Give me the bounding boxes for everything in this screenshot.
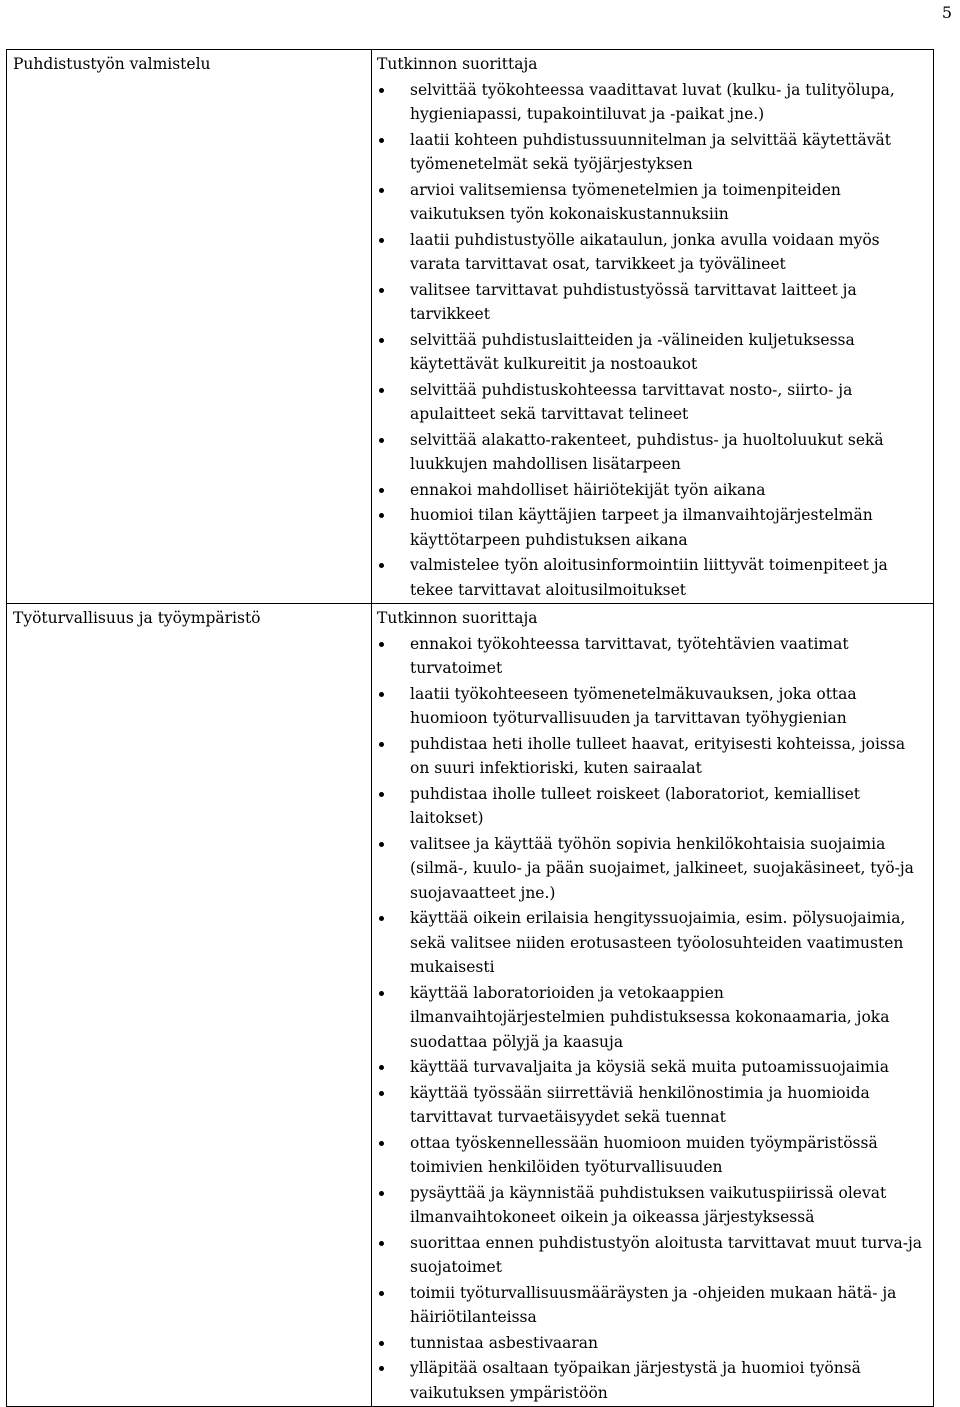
list-item [377,1331,933,1356]
list-item [377,78,933,127]
section-heading: Tutkinnon suorittaja [377,55,538,73]
list-item-text: käyttää työssään siirrettäviä henkilönostimia ja huomioida tarvittavat turvaetäisyydet sekä tuennat [410,1083,870,1126]
list-item-text: tunnistaa asbestivaaran [410,1333,599,1352]
list-item-text: valmistelee työn aloitusinformointiin liittyvät toimenpiteet ja tekee tarvittavat aloitusilmoitukset [410,556,888,599]
bullet-icon [379,1091,384,1096]
list-item [377,228,933,277]
list-item-text: laatii kohteen puhdistussuunnitelman ja selvittää käytettävät työmenetelmät sekä työjärjestyksen [410,130,891,173]
list-item [377,553,933,602]
bullet-icon [379,642,384,647]
bullet-icon [379,792,384,797]
list-item [377,682,933,731]
bullet-icon [379,1291,384,1296]
bullet-icon [379,1366,384,1371]
bullet-icon [379,1241,384,1246]
list-item [377,328,933,377]
list-item-text: käyttää laboratorioiden ja vetokaappien ilmanvaihtojärjestelmien puhdistuksessa kokonaamaria, joka suodattaa pölyjä ja kaasuja [410,983,890,1051]
list-item [377,732,933,781]
list-item [377,981,933,1055]
list-item [377,1055,933,1080]
section-heading: Tutkinnon suorittaja [377,609,538,627]
bullet-icon [379,1141,384,1146]
list-item-text: suorittaa ennen puhdistustyön aloitusta tarvittavat muut turva-ja suojatoimet [410,1233,923,1276]
list-item-text: arvioi valitsemiensa työmenetelmien ja toimenpiteiden vaikutuksen työn kokonaiskustannuksiin [410,180,841,223]
bullet-icon [379,991,384,996]
list-item-text: käyttää turvavaljaita ja köysiä sekä muita putoamissuojaimia [410,1058,889,1076]
list-item [377,378,933,427]
list-item [377,178,933,227]
list-item-text: selvittää puhdistuslaitteiden ja -välineiden kuljetuksessa käytettävät kulkureitit ja nostoaukot [410,330,855,373]
list-item [377,1356,933,1405]
list-item-text: ennakoi mahdolliset häiriötekijät työn aikana [410,480,766,499]
bullet-icon [379,388,384,393]
bullet-icon [379,338,384,343]
bullet-icon [379,238,384,243]
list-item-text: ottaa työskennellessään huomioon muiden työympäristössä toimivien henkilöiden työturvallisuuden [410,1133,878,1176]
section-title: Puhdistustyön valmistelu [13,55,211,73]
list-item-text: puhdistaa heti iholle tulleet haavat, erityisesti kohteissa, joissa on suuri infektioriski, kuten sairaalat [410,734,906,777]
bullet-icon [379,1341,384,1346]
page-number: 5 [941,3,952,22]
table-row [7,604,934,1407]
list-item [377,782,933,831]
bullet-icon [379,1065,384,1070]
list-item [377,278,933,327]
list-item [377,128,933,177]
list-item [377,428,933,477]
bullet-icon [379,513,384,518]
bullet-icon [379,288,384,293]
section-content-cell [372,604,934,1407]
bullet-icon [379,692,384,697]
bullet-icon [379,438,384,443]
list-item-text: valitsee tarvittavat puhdistustyössä tarvittavat laitteet ja tarvikkeet [410,280,857,323]
list-item-text: pysäyttää ja käynnistää puhdistuksen vaikutuspiirissä olevat ilmanvaihtokoneet oikein ja oikeassa järjestyksessä [410,1183,887,1226]
section-content-cell [372,50,934,604]
bullet-icon [379,188,384,193]
requirements-table [6,49,934,1407]
list-item-text: puhdistaa iholle tulleet roiskeet (laboratoriot, kemialliset laitokset) [410,784,860,827]
list-item-text: toimii työturvallisuusmääräysten ja -ohjeiden mukaan hätä- ja häiriötilanteissa [410,1283,897,1326]
list-item-text: ylläpitää osaltaan työpaikan järjestystä ja huomioi työnsä vaikutuksen ympäristöön [410,1359,861,1402]
bullet-icon [379,88,384,93]
list-item-text: laatii puhdistustyölle aikataulun, jonka avulla voidaan myös varata tarvittavat osat, tarvikkeet ja työvälineet [410,230,880,273]
list-item [377,906,933,980]
list-item-text: selvittää työkohteessa vaadittavat luvat (kulku- ja tulityölupa, hygieniapassi, tupakointiluvat ja -paikat jne.) [410,80,895,123]
bullet-icon [379,488,384,493]
list-item [377,1181,933,1230]
section-title-cell [7,50,372,604]
bullet-icon [379,742,384,747]
list-item [377,1131,933,1180]
bullet-icon [379,916,384,921]
section-title: Työturvallisuus ja työympäristö [13,609,261,627]
bullet-icon [379,563,384,568]
requirement-list [377,632,933,1406]
list-item [377,1281,933,1330]
list-item [377,503,933,552]
section-title-cell [7,604,372,1407]
requirement-list [377,78,933,603]
list-item-text: laatii työkohteeseen työmenetelmäkuvauksen, joka ottaa huomioon työturvallisuuden ja tarvittavan työhygienian [410,684,857,727]
list-item [377,832,933,906]
list-item-text: ennakoi työkohteessa tarvittavat, työtehtävien vaatimat turvatoimet [410,634,849,677]
bullet-icon [379,138,384,143]
bullet-icon [379,842,384,847]
list-item [377,632,933,681]
table-row [7,50,934,604]
bullet-icon [379,1191,384,1196]
list-item [377,478,933,503]
list-item-text: käyttää oikein erilaisia hengityssuojaimia, esim. pölysuojaimia, sekä valitsee niiden erotusasteen työolosuhteiden vaatimusten mukaisesti [410,909,906,976]
list-item-text: huomioi tilan käyttäjien tarpeet ja ilmanvaihtojärjestelmän käyttötarpeen puhdistuksen aikana [410,506,873,549]
list-item-text: selvittää alakatto-rakenteet, puhdistus- ja huoltoluukut sekä luukkujen mahdollisen lisätarpeen [410,430,884,473]
list-item [377,1231,933,1280]
list-item [377,1081,933,1130]
list-item-text: valitsee ja käyttää työhön sopivia henkilökohtaisia suojaimia (silmä-, kuulo- ja pään suojaimet, jalkineet, suojakäsineet, työ-ja suojavaatteet jne.) [410,834,914,902]
list-item-text: selvittää puhdistuskohteessa tarvittavat nosto-, siirto- ja apulaitteet sekä tarvittavat telineet [410,380,853,423]
